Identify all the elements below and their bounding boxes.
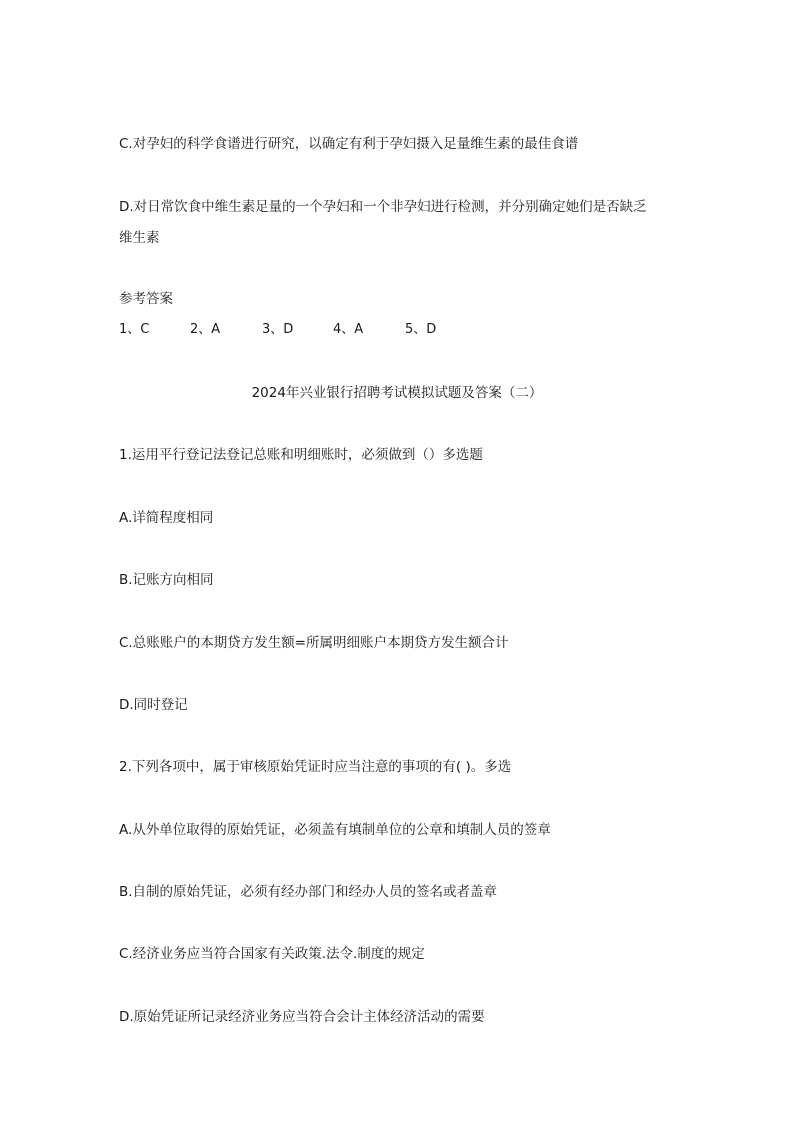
prev-option-c: C.对孕妇的科学食谱进行研究，以确定有利于孕妇摄入足量维生素的最佳食谱 [119,136,579,152]
question-1-option-d: D.同时登记 [119,697,188,713]
prev-option-d-line2: 维生素 [119,230,160,246]
section-title: 2024年兴业银行招聘考试模拟试题及答案（二） [251,385,543,401]
question-2-option-d: D.原始凭证所记录经济业务应当符合会计主体经济活动的需要 [119,1009,485,1025]
answer-item: 1、C [119,322,150,337]
answer-item: 2、A [190,322,221,337]
question-1-option-c: C.总账账户的本期贷方发生额=所属明细账户本期贷方发生额合计 [119,635,509,651]
prev-option-d-line1: D.对日常饮食中维生素足量的一个孕妇和一个非孕妇进行检测，并分别确定她们是否缺乏 [119,199,647,215]
answer-item: 5、D [405,322,437,337]
answer-item: 3、D [262,322,294,337]
question-2-stem: 2.下列各项中，属于审核原始凭证时应当注意的事项的有( )。多选 [119,759,512,775]
question-2-option-b: B.自制的原始凭证，必须有经办部门和经办人员的签名或者盖章 [119,884,498,900]
question-1-option-a: A.详简程度相同 [119,510,214,526]
question-1-option-b: B.记账方向相同 [119,572,214,588]
question-1-stem: 1.运用平行登记法登记总账和明细账时，必须做到（）多选题 [119,447,483,463]
question-2-option-a: A.从外单位取得的原始凭证，必须盖有填制单位的公章和填制人员的签章 [119,822,551,838]
question-2-option-c: C.经济业务应当符合国家有关政策.法令.制度的规定 [119,946,425,962]
answer-key-heading: 参考答案 [119,291,173,307]
answer-item: 4、A [333,322,364,337]
